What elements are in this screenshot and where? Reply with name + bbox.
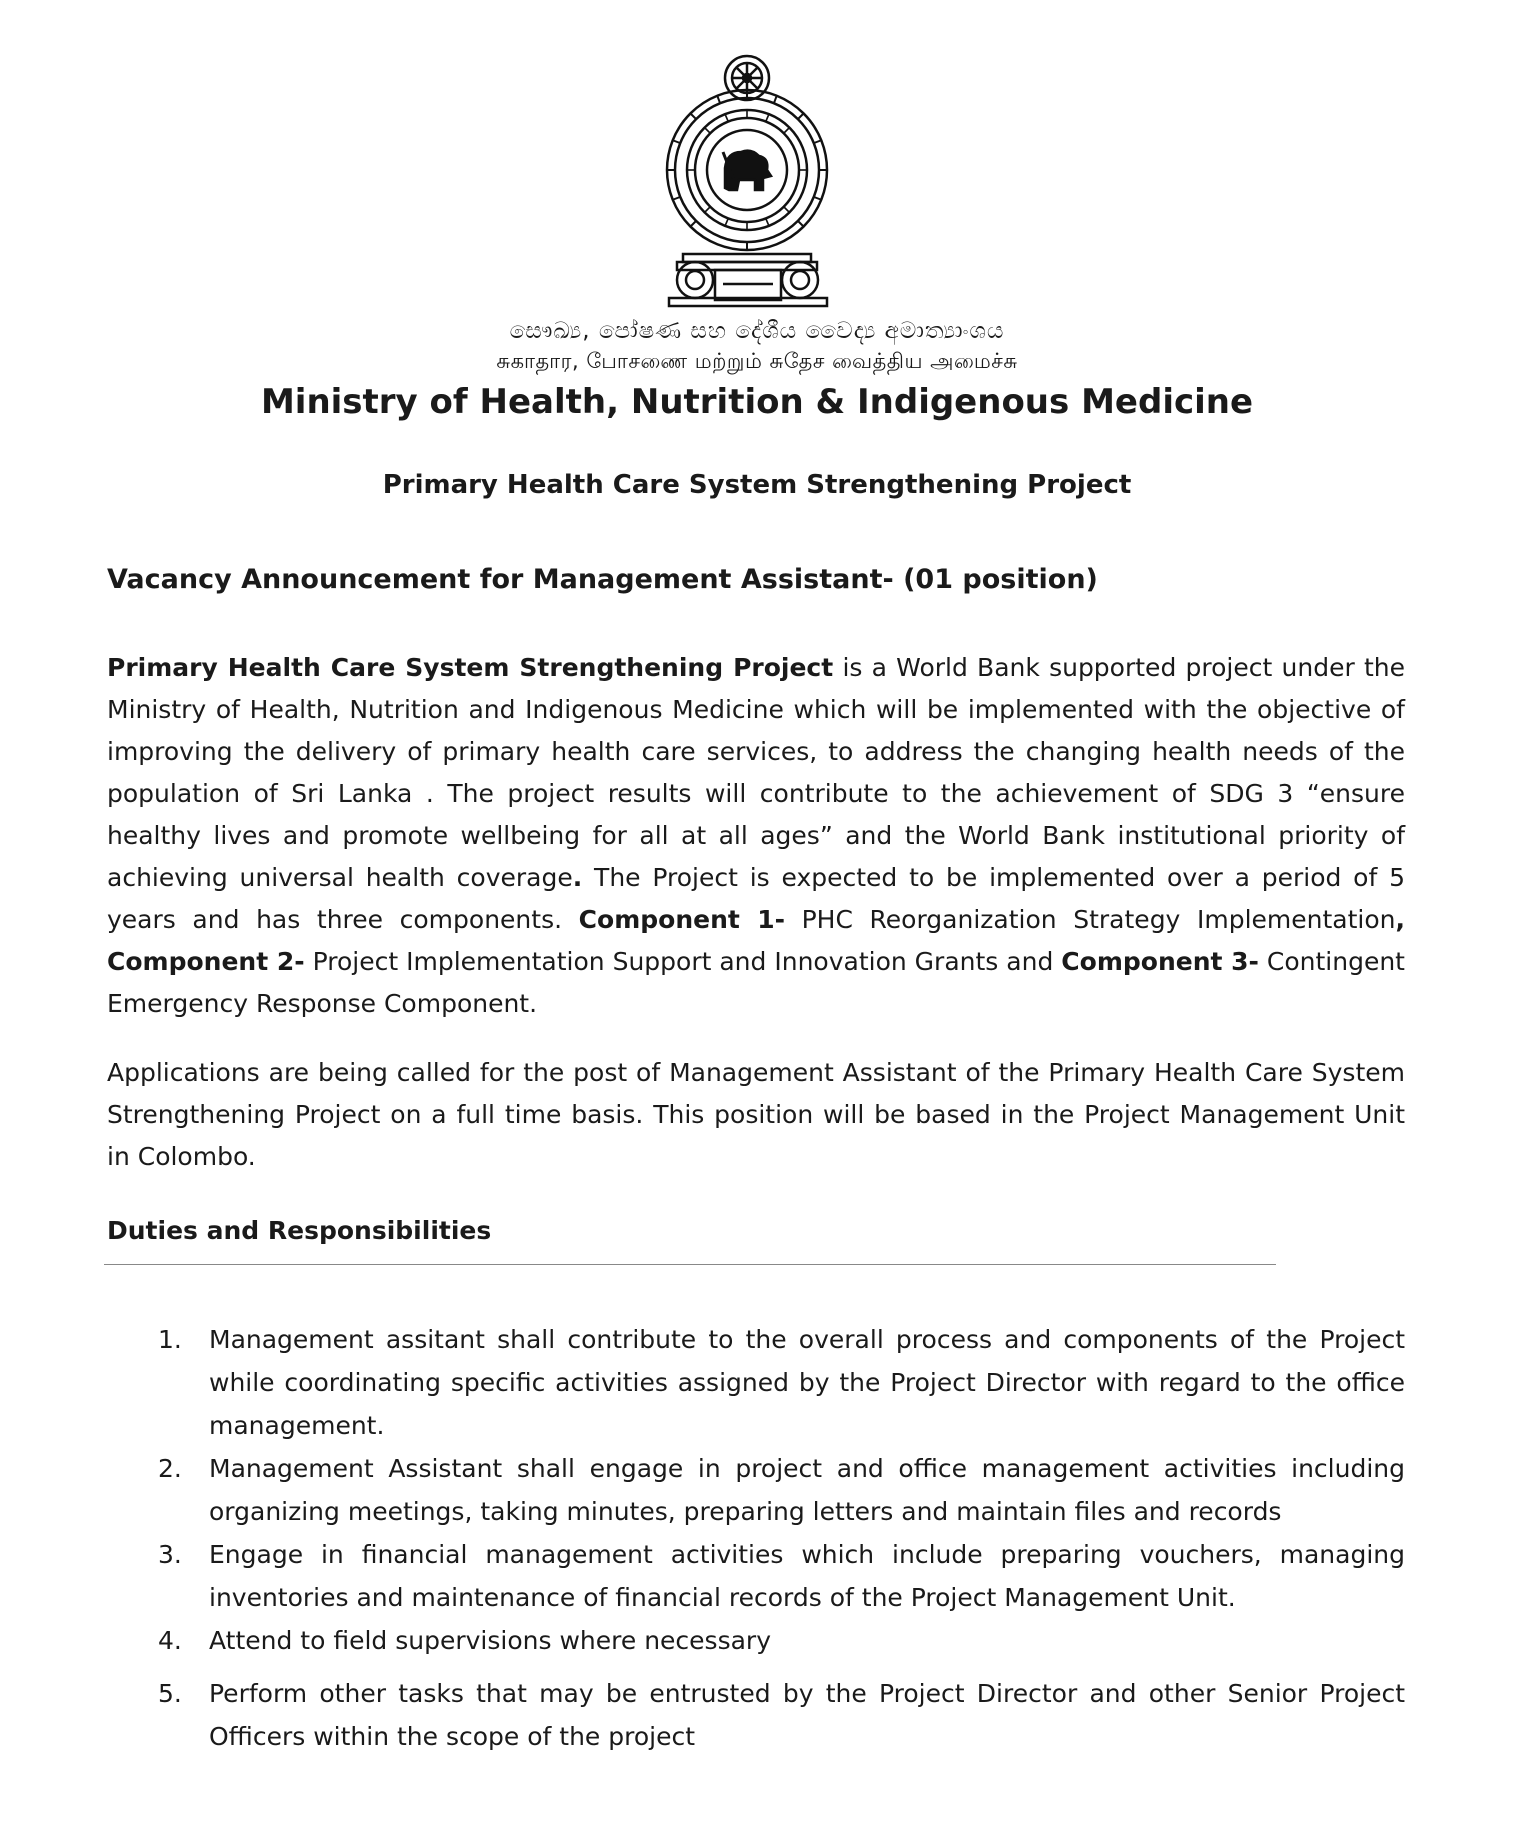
component-2-label: , Component 2- <box>107 905 1405 976</box>
ministry-name-tamil: சுகாதார, போசணை மற்றும் சுதேச வைத்திய அமைச்சு <box>496 349 1018 373</box>
duty-number: 4. <box>158 1626 182 1655</box>
applications-paragraph: Applications are being called for the post of Management Assistant of the Primary Health Care System Strengthening Project on a full time basis. This position will be based in the Project Management Unit in Colombo. <box>107 1058 1405 1171</box>
duty-text: Attend to field supervisions where necessary <box>209 1626 771 1655</box>
duty-text: Management assitant shall contribute to the overall process and components of the Project while coordinating specific activities assigned by the Project Director with regard to the office management. <box>209 1325 1405 1440</box>
ministry-name: Ministry of Health, Nutrition & Indigenous Medicine <box>260 382 1254 422</box>
duty-item <box>150 1318 1405 1447</box>
state-emblem-icon <box>655 48 840 310</box>
duty-text: Management Assistant shall engage in project and office management activities including organizing meetings, taking minutes, preparing letters and maintain files and records <box>209 1454 1405 1526</box>
ministry-name-sinhala: සෞඛ්‍ය, පෝෂණ සහ දේශීය වෛද්‍ය අමාත්‍යාංශය <box>509 318 1005 344</box>
intro-paragraph <box>107 647 1405 1025</box>
duty-item <box>150 1619 1405 1662</box>
duty-number: 2. <box>158 1454 182 1483</box>
duty-text: Engage in financial management activities which include preparing vouchers, managing inventories and maintenance of financial records of the Project Management Unit. <box>209 1540 1405 1612</box>
component-3-text: Contingent Emergency Response Component. <box>107 947 1405 1018</box>
duty-number: 5. <box>158 1679 182 1708</box>
duty-item <box>150 1672 1405 1758</box>
component-2-text: Project Implementation Support and Innovation Grants and <box>304 947 1062 976</box>
duty-item <box>150 1533 1405 1619</box>
intro-period: . <box>572 863 583 892</box>
component-1-text: PHC Reorganization Strategy Implementation <box>784 905 1396 934</box>
intro-text-2: The Project is expected to be implemented over a period of 5 years and has three components. <box>107 863 1405 934</box>
duties-list <box>150 1318 1405 1758</box>
section-divider <box>104 1264 1276 1265</box>
component-3-label: Component 3- <box>1061 947 1259 976</box>
component-1-label: Component 1- <box>578 905 785 934</box>
duty-text: Perform other tasks that may be entrusted by the Project Director and other Senior Project Officers within the scope of the project <box>209 1679 1405 1751</box>
vacancy-title: Vacancy Announcement for Management Assistant- (01 position) <box>107 564 1098 595</box>
duty-number: 1. <box>158 1325 182 1354</box>
intro-text-1: is a World Bank supported project under the Ministry of Health, Nutrition and Indigenous Medicine which will be implemented with the objective of improving the delivery of primary health care services, to address the changing health needs of the population of Sri Lanka . The project results will contribute to the achievement of SDG 3 “ensure healthy lives and promote wellbeing for all at all ages” and the World Bank institutional priority of achieving universal health coverage <box>107 653 1405 892</box>
project-title: Primary Health Care System Strengthening Project <box>382 470 1132 500</box>
duty-number: 3. <box>158 1540 182 1569</box>
duties-heading: Duties and Responsibilities <box>107 1216 492 1245</box>
intro-lead: Primary Health Care System Strengthening Project <box>107 653 834 682</box>
duty-item <box>150 1447 1405 1533</box>
